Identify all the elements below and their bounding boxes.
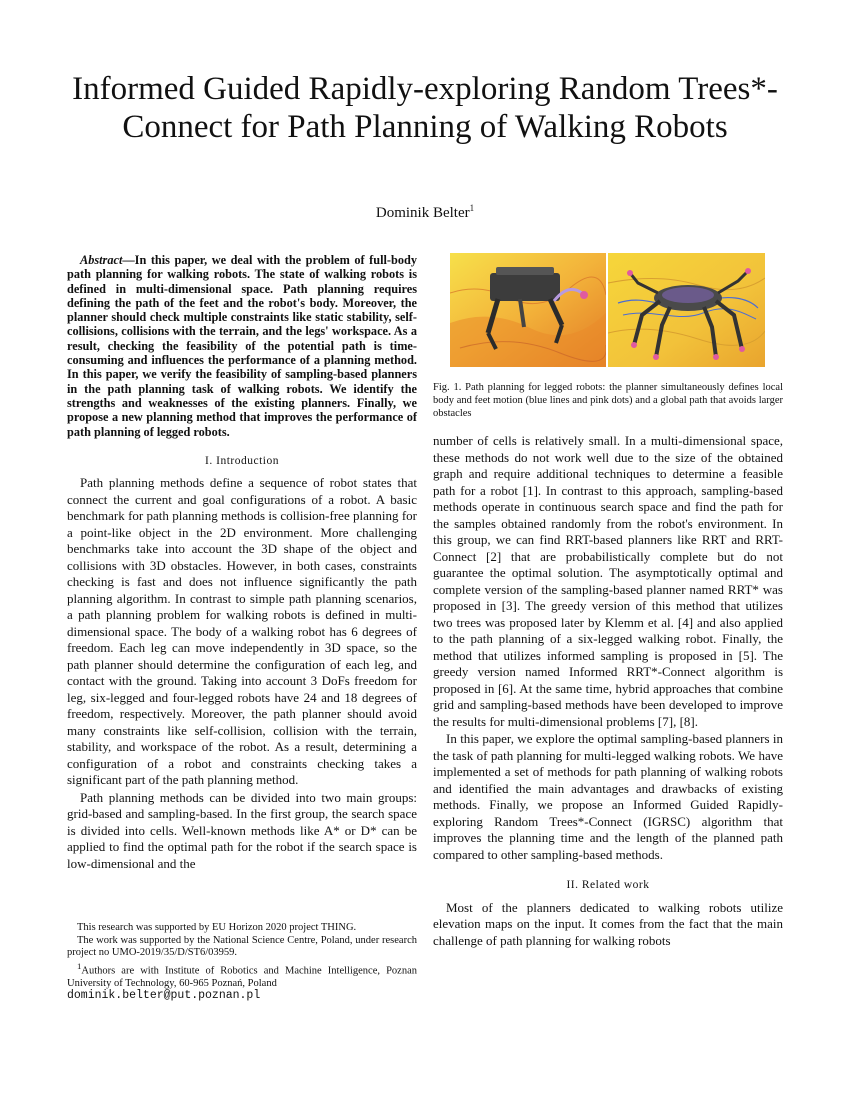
footnote-affiliation (67, 960, 417, 991)
footnote-funding-2: The work was supported by the National Science Centre, Poland, under research project no UMO-2019/35/D/ST6/03959. (67, 934, 417, 958)
abstract-dash: — (122, 253, 135, 267)
author-line (0, 203, 850, 222)
section-heading-introduction: I. Introduction (205, 454, 279, 467)
section-heading-related-work: II. Related work (566, 879, 650, 891)
abstract-lead: Abstract (80, 253, 123, 267)
left-column (67, 253, 417, 872)
paper-title: Informed Guided Rapidly-exploring Random Trees*-Connect for Path Planning of Walking Robots (72, 71, 778, 145)
intro-paragraph-1: Path planning methods define a sequence of robot states that connect the current and goal configurations of a robot. A basic benchmark for path planning methods is collision-free planning for a point-like object in the 2D environment. More challenging benchmarks take into account the 3D shape of the object and collisions with 3D obstacles. However, in both cases, constraints checking is fast and does not influence significantly the path planning algorithm. In contrast to simple path planning scenarios, a path planning problem for walking robots is defined in multi-dimensional space. The body of a walking robot has 6 degrees of freedom. Each leg can move independently in 3D space, so the path planner should determine the configuration of each leg, and contact with the ground. Taking into account 3 DoFs freedom for leg, six-legged and four-legged robots have 24 and 18 degrees of freedom, respectively. Moreover, the path planner should avoid many constraints like self-collision, collision with the terrain, stability, and workspace of the robot. As a result, determining a configuration of a robot and constraints checking takes a significant part of the path planning method. (67, 475, 417, 788)
abstract (67, 253, 417, 439)
right-paragraph-1: number of cells is relatively small. In a multi-dimensional space, these methods do not work well due to the size of the obtained graph and require additional techniques to determine a feasible path for a robot [1]. In contrast to this approach, sampling-based methods operate in continuous search space and find the path for the samples obtained randomly from the robot's environment. In this group, we can find RRT-based planners like RRT and RRT-Connect [2] that are probabilistically complete but do not guarantee the optimal solution. The asymptotically optimal and complete version of the sampling-based planner named RRT* was proposed in [3]. The greedy version of this method that utilizes two trees was proposed later by Klemm et al. [4] and also applied to the path planning of a six-legged walking robot. Finally, the method that utilizes informed sampling is proposed in [5]. The greedy version named Informed RRT*-Connect algorithm is proposed in [6]. At the same time, hybrid approaches that combine grid and sampling-based methods have been developed to improve the results for multi-dimensional problems [7], [8]. (433, 433, 783, 729)
author-affiliation-mark: 1 (469, 203, 475, 213)
footnotes (67, 922, 417, 1003)
author-name: Dominik Belter (375, 205, 470, 221)
figure-caption: Fig. 1. Path planning for legged robots: the planner simultaneously defines local body and feet motion (blue lines and pink dots) and a global path that avoids larger obstacles (433, 382, 783, 419)
footnote-mark: 1 (77, 960, 82, 971)
hexapod-robot-path-planning-image (608, 253, 765, 367)
right-column (433, 433, 783, 949)
footnote-affiliation-text: Authors are with Institute of Robotics and Machine Intelligence, Poznan University of Technology, 60-965 Poznań, Poland (67, 965, 417, 989)
footnote-funding-1: This research was supported by EU Horizon 2020 project THING. (77, 922, 357, 933)
author-email[interactable]: dominik.belter@put.poznan.pl (67, 989, 261, 1002)
related-paragraph-1: Most of the planners dedicated to walking robots utilize elevation maps on the input. It comes from the fact that the main challenge of path planning for walking robots (433, 899, 783, 948)
intro-paragraph-2: Path planning methods can be divided into two main groups: grid-based and sampling-based. In the first group, the search space is divided into cells. Well-known methods like A* or D* can be applied to find the optimal path for the robot if the search space is low-dimensional and the (67, 789, 417, 871)
abstract-body: In this paper, we deal with the problem of full-body path planning for walking robots. The state of walking robots is defined in multi-dimensional space. Path planning requires defining the path of the feet and the robot's body. Moreover, the planner should check multiple constraints like static stability, self-collisions, collisions with the terrain, and the legs' workspace. As a result, checking the feasibility of the potential path is time-consuming and influences the performance of a planning method. In this paper, we verify the feasibility of sampling-based planners in the path planning task of walking robots. We identify the strengths and weaknesses of the existing planners. Finally, we propose a new planning method that improves the performance of path planning of legged robots. (67, 253, 417, 439)
figure-1 (450, 253, 765, 367)
right-paragraph-2: In this paper, we explore the optimal sampling-based planners in the task of path planning for multi-legged walking robots. We have implemented a set of methods for path planning of walking robots and identified the main advantages and drawbacks of existing methods. Finally, we propose an Informed Guided Rapidly-exploring Random Trees*-Connect (IGRSC) algorithm that improves the planning time and the length of the planned path compared to other sampling-based methods. (433, 731, 783, 862)
walking-robot-on-terrain-image (450, 253, 606, 367)
